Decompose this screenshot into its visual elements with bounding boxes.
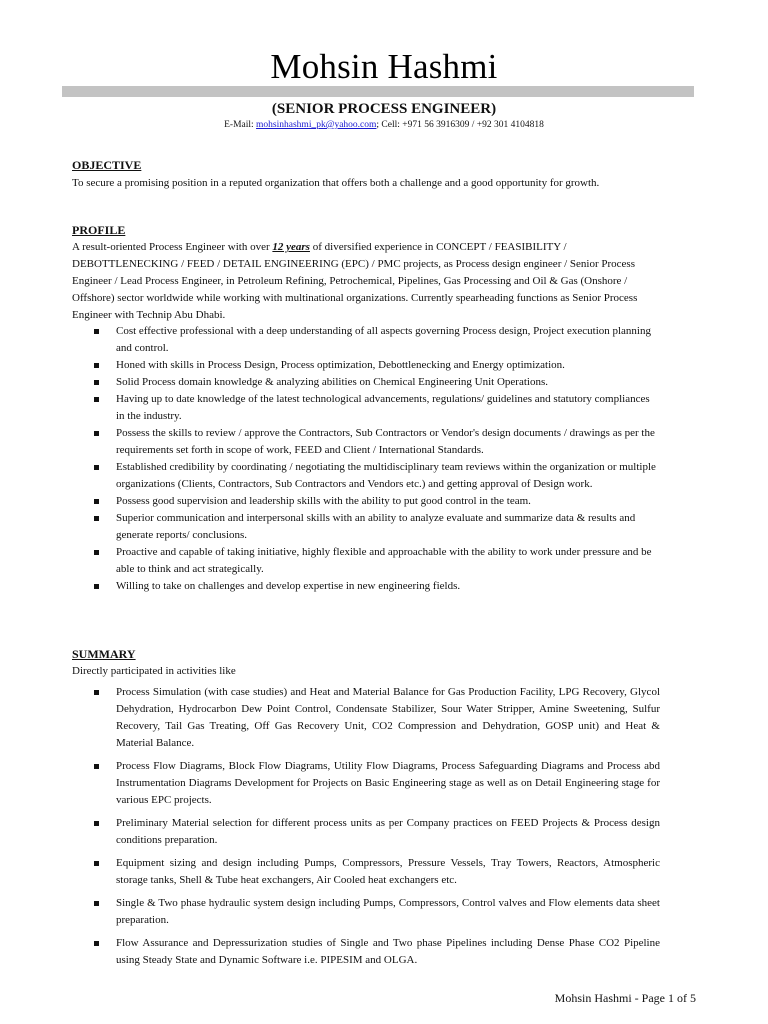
header-divider [62,86,694,97]
bullet-item [72,323,660,357]
square-bullet-icon [94,380,99,385]
email-label: E-Mail: [224,120,257,130]
square-bullet-icon [94,329,99,334]
bullet-item [72,544,660,578]
square-bullet-icon [94,363,99,368]
bullet-item [72,815,660,849]
bullet-text: Established credibility by coordinating / negotiating the multidisciplinary team reviews within the organization or multiple organizations (Clients, Contractors, Sub Contractors and Vendors etc.) and getting approval of Design work. [116,461,656,490]
square-bullet-icon [94,499,99,504]
profile-intro-start: A result-oriented Process Engineer with over [72,241,273,253]
bullet-text: Possess the skills to review / approve the Contractors, Sub Contractors or Vendor's design documents / drawings as per the requirements set forth in scope of work, FEED and Client / International Standards. [116,427,655,456]
bullet-text: Single & Two phase hydraulic system design including Pumps, Compressors, Control valves and Flow elements data sheet preparation. [116,897,660,926]
bullet-text: Superior communication and interpersonal skills with an ability to analyze evaluate and summarize data & results and generate reports/ conclusions. [116,512,636,541]
summary-heading: SUMMARY [72,647,136,661]
email-link[interactable]: mohsinhashmi_pk@yahoo.com [256,120,377,130]
bullet-text: Possess good supervision and leadership skills with the ability to put good control in the team. [116,495,531,507]
candidate-name: Mohsin Hashmi [270,47,498,86]
bullet-item [72,578,660,595]
bullet-text: Cost effective professional with a deep understanding of all aspects governing Process design, Project execution planning and control. [116,325,651,354]
summary-intro: Directly participated in activities like [72,665,236,677]
bullet-item [72,510,660,544]
bullet-item [72,459,660,493]
bullet-text: Having up to date knowledge of the latest technological advancements, regulations/ guidelines and statutory compliances in the industry. [116,393,650,422]
square-bullet-icon [94,584,99,589]
profile-intro [72,239,672,324]
job-title: (SENIOR PROCESS ENGINEER) [271,101,497,117]
square-bullet-icon [94,861,99,866]
profile-heading: PROFILE [72,223,126,237]
bullet-text: Process Simulation (with case studies) and Heat and Material Balance for Gas Production Facility, LPG Recovery, Glycol Dehydration, Hydrocarbon Dew Point Control, Condensate Stabilizer, Sour Water Stripper, Amine Sweetening, Sulfur Recovery, Tail Gas Treating, Off Gas Recovery Unit, CO2 Compression and Dehydration, GOSP unit) and Heat & Material Balance. [116,686,660,749]
square-bullet-icon [94,821,99,826]
bullet-text: Solid Process domain knowledge & analyzing abilities on Chemical Engineering Unit Operations. [116,376,548,388]
square-bullet-icon [94,431,99,436]
bullet-text: Honed with skills in Process Design, Process optimization, Debottlenecking and Energy optimization. [116,359,565,371]
square-bullet-icon [94,690,99,695]
square-bullet-icon [94,550,99,555]
square-bullet-icon [94,516,99,521]
square-bullet-icon [94,901,99,906]
phone-numbers: ; Cell: +971 56 3916309 / +92 301 4104818 [376,120,544,130]
bullet-item [72,493,660,510]
bullet-text: Equipment sizing and design including Pumps, Compressors, Pressure Vessels, Tray Towers, Reactors, Atmospheric storage tanks, Shell & Tube heat exchangers, Air Cooled heat exchangers etc. [116,857,660,886]
bullet-item [72,374,660,391]
bullet-text: Flow Assurance and Depressurization studies of Single and Two phase Pipelines including Dense Phase CO2 Pipeline using Steady State and Dynamic Software i.e. PIPESIM and OLGA. [116,937,660,966]
profile-bullet-list [72,323,660,595]
bullet-text: Willing to take on challenges and develop expertise in new engineering fields. [116,580,461,592]
bullet-item [72,357,660,374]
page-footer: Mohsin Hashmi - Page 1 of 5 [554,991,696,1005]
summary-bullet-list [72,684,660,975]
bullet-text: Process Flow Diagrams, Block Flow Diagrams, Utility Flow Diagrams, Process Safeguarding Diagrams and Process abd Instrumentation Diagrams Development for Projects on Basic Engineering stage as well as on Detail Engineering stage for various EPC projects. [116,760,660,806]
bullet-text: Preliminary Material selection for different process units as per Company practices on FEED Projects & Process design conditions preparation. [116,817,660,846]
bullet-item [72,391,660,425]
bullet-item [72,895,660,929]
profile-intro-end: of diversified experience in CONCEPT / FEASIBILITY / DEBOTTLENECKING / FEED / DETAIL ENGINEERING (EPC) / PMC projects, as Process design engineer / Senior Process Engineer / Lead Process Engineer, in Petroleum Refining, Petrochemical, Pipelines, Gas Processing and Oil & Gas (Onshore / Offshore) sector worldwide while working with multinational organizations. Currently spearheading functions as Senior Process Engineer with Technip Abu Dhabi. [72,241,638,321]
bullet-item [72,855,660,889]
bullet-item [72,425,660,459]
bullet-item [72,758,660,809]
contact-line [0,119,768,131]
square-bullet-icon [94,764,99,769]
objective-text: To secure a promising position in a reputed organization that offers both a challenge and a good opportunity for growth. [72,177,600,189]
square-bullet-icon [94,941,99,946]
years-experience: 12 years [272,241,310,253]
square-bullet-icon [94,397,99,402]
bullet-item [72,684,660,752]
objective-heading: OBJECTIVE [72,158,142,172]
bullet-text: Proactive and capable of taking initiative, highly flexible and approachable with the ability to work under pressure and be able to think and act strategically. [116,546,652,575]
square-bullet-icon [94,465,99,470]
bullet-item [72,935,660,969]
